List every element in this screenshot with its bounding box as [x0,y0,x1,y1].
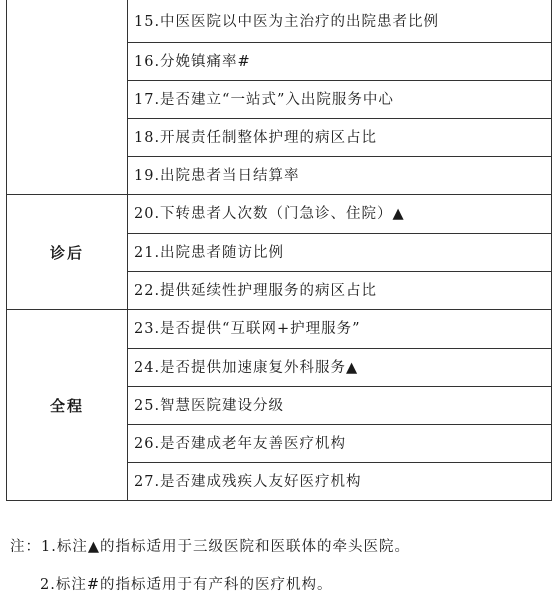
table-row: 15.中医医院以中医为主治疗的出院患者比例 [134,14,440,30]
table-group [7,194,551,309]
items-column [128,195,551,309]
table-row: 23.是否提供“互联网+护理服务” [134,321,361,337]
category-cell: 全程 [7,310,128,500]
table-row: 20.下转患者人次数（门急诊、住院）▲ [134,206,405,222]
category-cell [7,0,128,194]
table-row: 18.开展责任制整体护理的病区占比 [128,118,551,156]
table-group [7,0,551,194]
table-row: 22.提供延续性护理服务的病区占比 [128,271,551,309]
category-cell: 诊后 [7,195,128,309]
footnotes [10,528,410,604]
table-row: 24.是否提供加速康复外科服务▲ [128,348,551,386]
table-group [7,309,551,500]
footnote-2: 2.标注#的指标适用于有产科的医疗机构。 [40,577,333,593]
table-row: 26.是否建成老年友善医疗机构 [128,424,551,462]
table-row: 27.是否建成残疾人友好医疗机构 [128,462,551,500]
indicator-table [6,0,552,501]
items-column [128,310,551,500]
items-column [128,0,551,194]
footnote-1: 注：1.标注▲的指标适用于三级医院和医联体的牵头医院。 [10,539,410,555]
table-row: 19.出院患者当日结算率 [128,156,551,194]
table-row: 16.分娩镇痛率# [128,42,551,80]
table-row: 21.出院患者随访比例 [128,233,551,271]
table-row: 25.智慧医院建设分级 [128,386,551,424]
table-row: 17.是否建立“一站式”入出院服务中心 [128,80,551,118]
